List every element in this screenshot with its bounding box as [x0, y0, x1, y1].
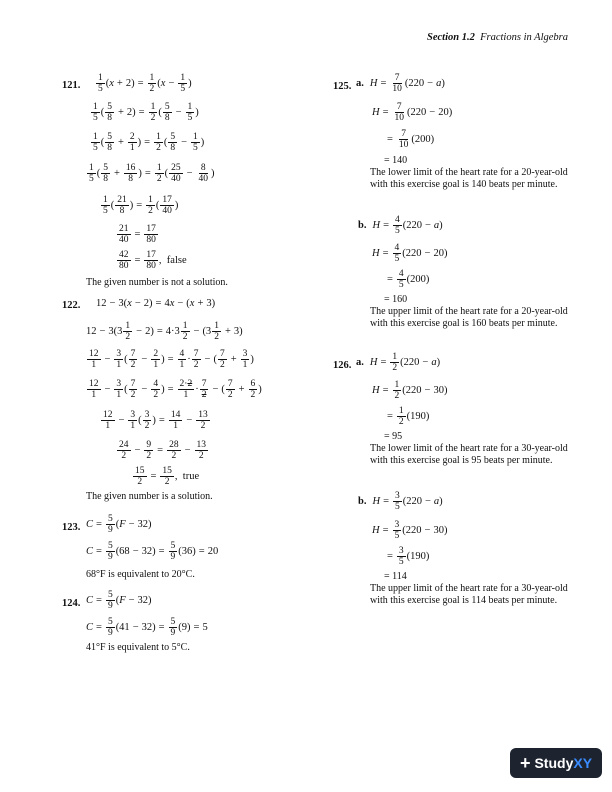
equation-line: $\frac{12}{1}$ − $\frac{3}{1}$ ( $\frac{7}{2}$ − $\frac{4}{2}$ ) = $\frac{2\cdot 2}{1}$ · $\frac{7}{2}$ − ( $\frac{7}{2}$ + $\frac{6}{2}$ ) [89, 379, 262, 400]
equation-line: $\frac{1}{5}$ ( $\frac{21}{8}$ ) = $\frac{1}{2}$ ( $\frac{17}{40}$ ) [103, 195, 179, 216]
equation-line: $\frac{15}{2}$ = $\frac{15}{2}$ , true [135, 466, 200, 487]
result-text: 68°F is equivalent to 20°C. [86, 569, 195, 580]
equation-line: b. H = $\frac{4}{5}$ (220 − a ) [358, 215, 443, 236]
problem-number: 125. [333, 81, 352, 92]
result-value: = 114 [384, 571, 407, 582]
logo-text: StudyXY [534, 755, 593, 771]
part-label: b. [358, 220, 367, 231]
equation-line: H = $\frac{3}{5}$ (220 − 30) [372, 520, 448, 541]
equation-line: b. H = $\frac{3}{5}$ (220 − a ) [358, 491, 443, 512]
equation-line: a. H = $\frac{1}{2}$ (220 − a ) [356, 352, 441, 373]
equation-line: $\frac{21}{40}$ = $\frac{17}{80}$ [119, 224, 156, 245]
problem-number: 126. [333, 360, 352, 371]
explanation-text: The lower limit of the heart rate for a 20-year-old with this exercise goal is 140 beats per minute. [370, 167, 568, 190]
result-value: = 140 [384, 155, 408, 166]
plus-icon: + [519, 752, 531, 773]
problem-number: 124. [62, 598, 81, 609]
equation-line: = $\frac{7}{10}$ (200) [387, 129, 435, 150]
conclusion-text: The given number is a solution. [86, 491, 213, 502]
section-label: Section 1.2 [427, 32, 475, 43]
equation-line: $\frac{42}{80}$ = $\frac{17}{80}$ , false [119, 250, 187, 271]
equation-line: $\frac{1}{5}$ ( x + 2) = $\frac{1}{2}$ ( x − $\frac{1}{5}$ ) [98, 73, 192, 94]
explanation-text: The upper limit of the heart rate for a 30-year-old with this exercise goal is 114 beats per minute. [370, 583, 568, 606]
equation-line: C = $\frac{5}{9}$ ( F − 32) [86, 590, 152, 611]
equation-line: H = $\frac{1}{2}$ (220 − 30) [372, 380, 448, 401]
explanation-text: The upper limit of the heart rate for a 20-year-old with this exercise goal is 160 beats per minute. [370, 306, 568, 329]
part-label: a. [356, 357, 364, 368]
equation-line: H = $\frac{7}{10}$ (220 − 20) [372, 102, 453, 123]
equation-line: 12 − 3( x − 2) = 4 x − ( x + 3) [96, 298, 216, 309]
problem-number: 123. [62, 522, 81, 533]
equation-line: 12 − 3(3 $\frac{1}{2}$ − 2) = 4·3 $\frac{1}{2}$ − (3 $\frac{1}{2}$ + 3) [86, 321, 243, 342]
section-title: Fractions in Algebra [480, 32, 568, 43]
result-value: = 95 [384, 431, 403, 442]
false-label: false [166, 255, 187, 266]
studyxy-logo[interactable] [510, 748, 602, 778]
equation-line: = $\frac{1}{2}$ (190) [387, 406, 430, 427]
part-label: b. [358, 496, 367, 507]
equation-line: C = $\frac{5}{9}$ (41 − 32) = $\frac{5}{9}$ (9) = 5 [86, 617, 208, 638]
equation-line: $\frac{24}{2}$ − $\frac{9}{2}$ = $\frac{28}{2}$ − $\frac{13}{2}$ [119, 440, 207, 461]
equation-line: C = $\frac{5}{9}$ (68 − 32) = $\frac{5}{9}$ (36) = 20 [86, 541, 219, 562]
equation-line: C = $\frac{5}{9}$ ( F − 32) [86, 514, 152, 535]
equation-line: $\frac{12}{1}$ − $\frac{3}{1}$ ( $\frac{7}{2}$ − $\frac{2}{1}$ ) = $\frac{4}{1}$ · $\frac{7}{2}$ − ( $\frac{7}{2}$ + $\frac{3}{1}$ ) [89, 349, 254, 370]
equation-line: a. H = $\frac{7}{10}$ (220 − a ) [356, 73, 445, 94]
equation-line: $\frac{1}{5}$ ( $\frac{5}{8}$ + 2) = $\frac{1}{2}$ ( $\frac{5}{8}$ − $\frac{1}{5}$ ) [93, 102, 199, 123]
equation-line: $\frac{12}{1}$ − $\frac{3}{1}$ ( $\frac{3}{2}$ ) = $\frac{14}{1}$ − $\frac{13}{2}$ [103, 410, 208, 431]
equation-line: $\frac{1}{5}$ ( $\frac{5}{8}$ + $\frac{16}{8}$ ) = $\frac{1}{2}$ ( $\frac{25}{40}$ − $\frac{8}{40}$ ) [89, 163, 215, 184]
conclusion-text: The given number is not a solution. [86, 277, 228, 288]
explanation-text: The lower limit of the heart rate for a 30-year-old with this exercise goal is 95 beats per minute. [370, 443, 568, 466]
problem-number: 122. [62, 300, 81, 311]
result-text: 41°F is equivalent to 5°C. [86, 642, 190, 653]
part-label: a. [356, 78, 364, 89]
equation-line: = $\frac{3}{5}$ (190) [387, 546, 430, 567]
page-header [427, 32, 568, 43]
equation-line: H = $\frac{4}{5}$ (220 − 20) [372, 243, 448, 264]
true-label: true [182, 471, 200, 482]
problem-number: 121. [62, 80, 81, 91]
result-value: = 160 [384, 294, 408, 305]
equation-line: $\frac{1}{5}$ ( $\frac{5}{8}$ + $\frac{2}{1}$ ) = $\frac{1}{2}$ ( $\frac{5}{8}$ − $\frac{1}{5}$ ) [93, 132, 205, 153]
equation-line: = $\frac{4}{5}$ (200) [387, 269, 430, 290]
